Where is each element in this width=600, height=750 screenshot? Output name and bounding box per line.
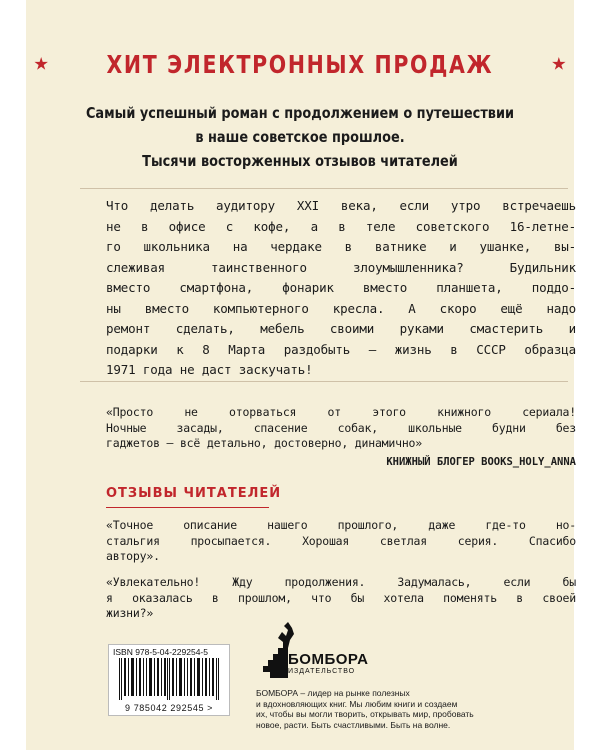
quote-line: «Просто не оторваться от этого книжного сериала!	[106, 405, 576, 419]
barcode	[108, 644, 230, 716]
divider	[80, 188, 568, 189]
review-line: я оказалась в прошлом, что бы хотела поменять в своей	[106, 590, 576, 605]
review-2	[106, 575, 576, 622]
synopsis-line: слеживая таинственного злоумышленника? Будильник	[106, 259, 576, 275]
synopsis-line: подарки к 8 Марта раздобыть — жизнь в СССР образца	[106, 341, 576, 357]
review-line: жизни?»	[106, 606, 154, 620]
publisher-line: их, чтобы вы могли творить, открывать мир, пробовать	[256, 709, 474, 719]
review-line: «Точное описание нашего прошлого, даже где-то но-	[106, 518, 576, 532]
headline-bar	[26, 44, 574, 84]
synopsis-line: Что делать аудитору XXI века, если утро встречаешь	[106, 198, 576, 213]
review-line: стальгия просыпается. Хорошая светлая серия. Спасибо	[106, 533, 576, 548]
synopsis	[106, 196, 576, 381]
publisher-line: БОМБОРА – лидер на рынке полезных	[256, 688, 410, 698]
synopsis-line: не в офисе с кофе, а в теле советского 16-летне-	[106, 218, 576, 234]
publisher-line: новое, расти. Быть счастливыми. Быть на волне.	[256, 719, 451, 730]
synopsis-line: ремонт сделать, мебель своими руками смастерить и	[106, 321, 576, 336]
review-1	[106, 518, 576, 565]
blogger-attribution: КНИЖНЫЙ БЛОГЕР BOOKS_HOLY_ANNA	[386, 456, 576, 468]
reviews-heading-underline	[106, 507, 269, 508]
tagline-line: Самый успешный роман с продолжением о путешествии	[85, 104, 515, 122]
divider	[80, 381, 568, 382]
headline: ХИТ ЭЛЕКТРОННЫХ ПРОДАЖ	[106, 49, 494, 79]
tagline-line: Тысячи восторженных отзывов читателей	[142, 152, 458, 170]
review-line: автору».	[106, 549, 160, 563]
quote-line: гаджетов — всё детально, достоверно, динамично»	[106, 436, 423, 450]
publisher-line: и вдохновляющих книг. Мы любим книги и создаем	[256, 698, 458, 709]
tagline	[82, 101, 519, 173]
brand-subtitle: ИЗДАТЕЛЬСТВО	[288, 668, 356, 675]
blogger-quote	[106, 405, 576, 452]
barcode-number: 9 785042 292545 >	[124, 703, 214, 713]
isbn: ISBN 978-5-04-229254-5	[113, 647, 208, 657]
barcode-bars	[119, 658, 219, 700]
star-icon	[552, 57, 566, 71]
star-icon	[34, 57, 48, 71]
synopsis-line: вместо смартфона, фонарик вместо планшета, поддо-	[106, 280, 576, 295]
synopsis-line: ны вместо компьютерного кресла. А скоро ещё надо	[106, 300, 576, 316]
quote-line: Ночные засады, спасение собак, школьные будни без	[106, 420, 576, 435]
brand-name: БОМБОРА	[288, 651, 369, 668]
review-line: «Увлекательно! Жду продолжения. Задумалась, если бы	[106, 575, 576, 589]
synopsis-line: 1971 года не даст заскучать!	[106, 362, 313, 377]
publisher-description	[256, 688, 556, 730]
reviews-heading: ОТЗЫВЫ ЧИТАТЕЛЕЙ	[106, 486, 282, 501]
synopsis-line: го школьника на чердаке в ватнике и ушанке, вы-	[106, 239, 576, 254]
tagline-line: в наше советское прошлое.	[195, 128, 405, 146]
